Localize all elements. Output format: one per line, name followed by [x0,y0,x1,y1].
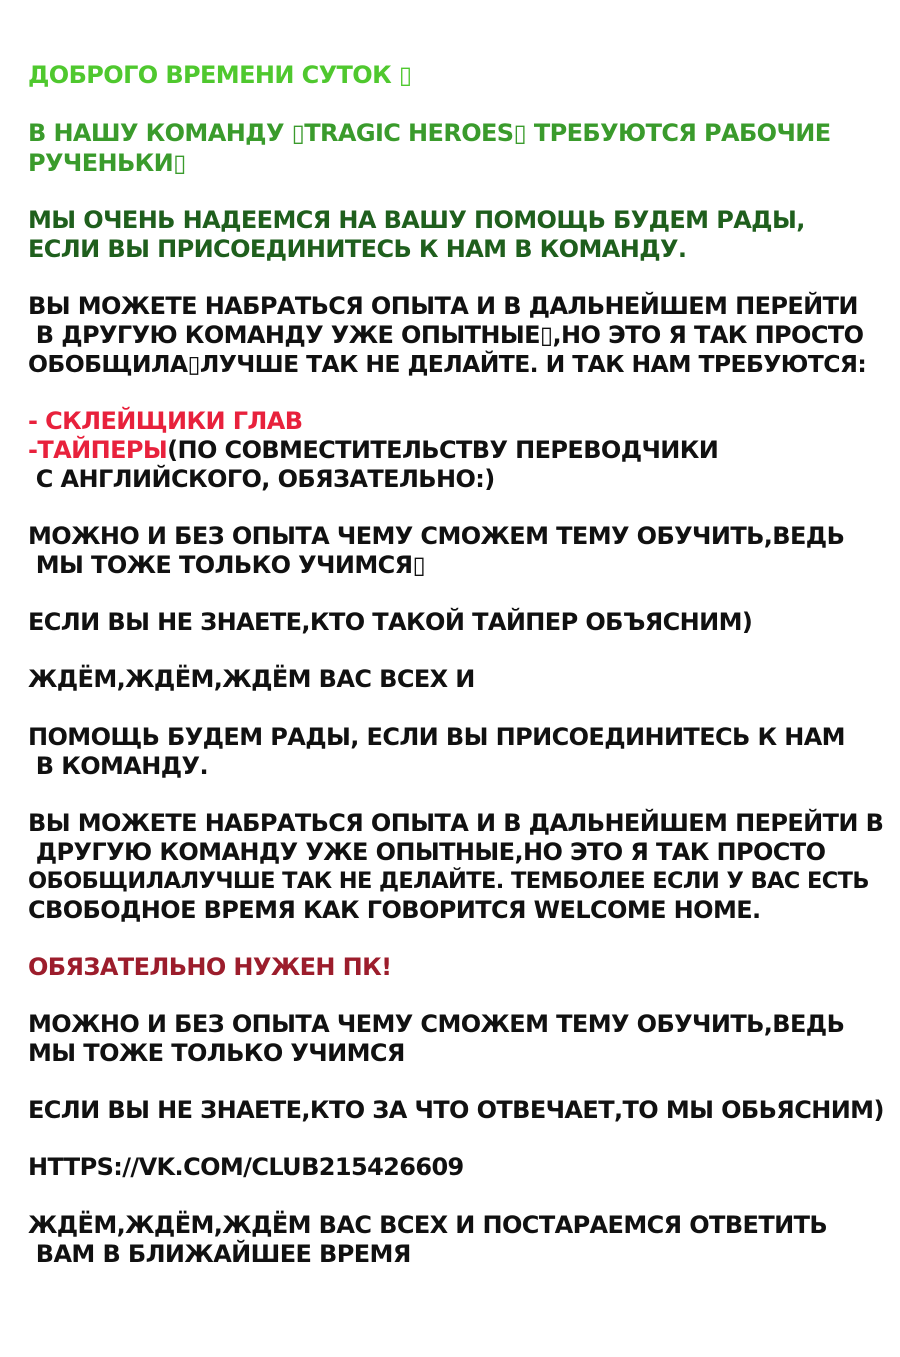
no-experience-line-2: МЫ ТОЖЕ ТОЛЬКО УЧИМСЯ▯ [28,551,426,579]
waiting-line: ЖДЁМ,ЖДЁМ,ЖДЁМ ВАС ВСЕХ И [28,665,475,693]
closing-line-2: ВАМ В БЛИЖАЙШЕЕ ВРЕМЯ [28,1240,411,1268]
experience2-line-1: ВЫ МОЖЕТЕ НАБРАТЬСЯ ОПЫТА И В ДАЛЬНЕЙШЕМ ПЕРЕЙТИ В [28,809,884,837]
team-line-1: В НАШУ КОМАНДУ ▯TRAGIC HEROES▯ ТРЕБУЮТСЯ РАБОЧИЕ [28,119,831,147]
experience-line-1: ВЫ МОЖЕТЕ НАБРАТЬСЯ ОПЫТА И В ДАЛЬНЕЙШЕМ ПЕРЕЙТИ [28,292,858,320]
no-experience2-line-1: МОЖНО И БЕЗ ОПЫТА ЧЕМУ СМОЖЕМ ТЕМУ ОБУЧИТЬ,ВЕДЬ [28,1010,845,1038]
role-typers-line [28,435,718,465]
hope-line-2: ЕСЛИ ВЫ ПРИСОЕДИНИТЕСЬ К НАМ В КОМАНДУ. [28,235,687,263]
team-line-2: РУЧЕНЬКИ▯ [28,149,186,177]
role-typers: -ТАЙПЕРЫ [28,436,168,464]
hope-line-1: МЫ ОЧЕНЬ НАДЕЕМСЯ НА ВАШУ ПОМОЩЬ БУДЕМ РАДЫ, [28,206,805,234]
no-experience2-line-2: МЫ ТОЖЕ ТОЛЬКО УЧИМСЯ [28,1039,405,1067]
greeting-line: ДОБРОГО ВРЕМЕНИ СУТОК ▯ [28,61,412,89]
experience2-line-3: ОБОБЩИЛАЛУЧШЕ ТАК НЕ ДЕЛАЙТЕ. ТЕМБОЛЕЕ ЕСЛИ У ВАС ЕСТЬ [28,868,869,894]
role-typers-note: (ПО СОВМЕСТИТЕЛЬСТВУ ПЕРЕВОДЧИКИ [167,436,719,464]
vk-link[interactable]: HTTPS://VK.COM/CLUB215426609 [28,1153,464,1181]
typer-explain-line: ЕСЛИ ВЫ НЕ ЗНАЕТЕ,КТО ТАКОЙ ТАЙПЕР ОБЪЯСНИМ) [28,608,753,636]
help-line-1: ПОМОЩЬ БУДЕМ РАДЫ, ЕСЛИ ВЫ ПРИСОЕДИНИТЕСЬ К НАМ [28,723,845,751]
experience-line-3: ОБОБЩИЛА▯ЛУЧШЕ ТАК НЕ ДЕЛАЙТЕ. И ТАК НАМ ТРЕБУЮТСЯ: [28,350,867,378]
closing-line-1: ЖДЁМ,ЖДЁМ,ЖДЁМ ВАС ВСЕХ И ПОСТАРАЕМСЯ ОТВЕТИТЬ [28,1211,828,1239]
roles-explain-line: ЕСЛИ ВЫ НЕ ЗНАЕТЕ,КТО ЗА ЧТО ОТВЕЧАЕТ,ТО МЫ ОБЬЯСНИМ) [28,1096,884,1124]
experience2-line-2: ДРУГУЮ КОМАНДУ УЖЕ ОПЫТНЫЕ,НО ЭТО Я ТАК ПРОСТО [28,838,826,866]
role-typers-note-2: С АНГЛИЙСКОГО, ОБЯЗАТЕЛЬНО:) [28,465,495,493]
no-experience-line-1: МОЖНО И БЕЗ ОПЫТА ЧЕМУ СМОЖЕМ ТЕМУ ОБУЧИТЬ,ВЕДЬ [28,522,845,550]
experience-line-2: В ДРУГУЮ КОМАНДУ УЖЕ ОПЫТНЫЕ▯,НО ЭТО Я ТАК ПРОСТО [28,321,864,349]
pc-notice: ОБЯЗАТЕЛЬНО НУЖЕН ПК! [28,953,392,981]
help-line-2: В КОМАНДУ. [28,752,208,780]
role-gluers: - СКЛЕЙЩИКИ ГЛАВ [28,407,303,435]
experience2-line-4: СВОБОДНОЕ ВРЕМЯ КАК ГОВОРИТСЯ WELCOME HOME. [28,896,761,924]
